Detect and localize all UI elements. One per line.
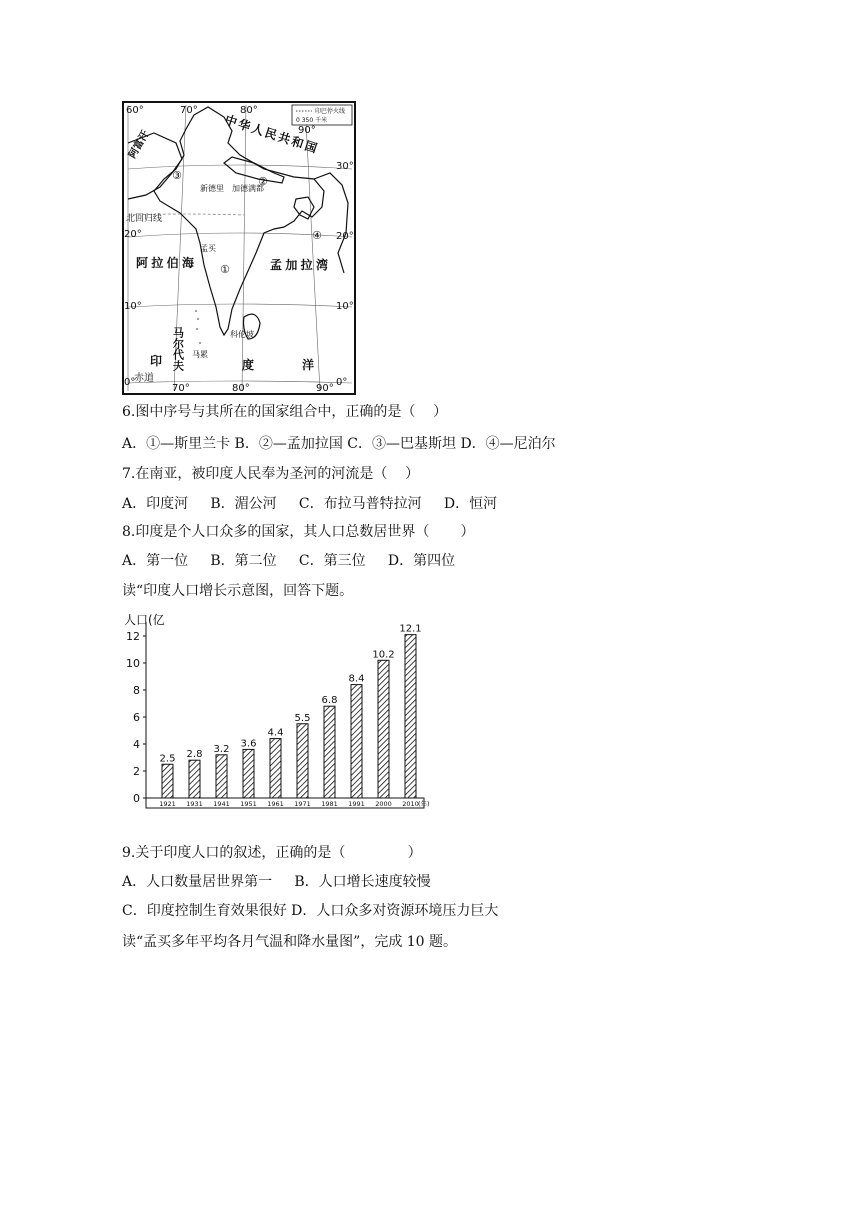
x-tick-label: 1921 [159,800,176,808]
q6-options: A．①—斯里兰卡 B．②—孟加拉国 C．③—巴基斯坦 D．④—尼泊尔 [122,436,556,452]
marker-3: ③ [172,169,182,182]
lon-label-70-bottom: 70° [172,383,190,393]
x-tick-label: 2000 [375,800,392,808]
bar-value-label: 8.4 [348,673,365,685]
q8-options: A．第一位 B．第二位 C．第三位 D．第四位 [122,553,456,569]
y-tick-label: 0 [133,792,140,805]
q7-stem: 7.在南亚，被印度人民奉为圣河的河流是（ ） [122,466,420,482]
legend-ceasefire-label: 印巴停火线 [315,108,346,115]
population-chart-svg [122,608,442,816]
q6-stem: 6.图中序号与其所在的国家组合中，正确的是（ ） [122,404,448,420]
indian-ocean-label-1: 印 [150,354,163,368]
south-asia-map [122,101,356,395]
bar-value-label: 4.4 [267,727,284,739]
lat-label-0-left: 0° [124,377,136,388]
bar-value-label: 5.5 [294,712,311,724]
tropic-label: 北回归线 [126,214,163,224]
bar-value-label: 12.1 [399,623,422,635]
parallel-10 [128,304,352,307]
x-tick-label: 1931 [186,800,203,808]
equator-label: 赤道 [134,373,154,384]
meridian-90 [306,123,320,391]
y-tick-label: 10 [126,657,140,670]
indian-ocean-label-2: 度 [242,358,255,372]
lon-label-90-bottom: 90° [316,383,334,393]
mumbai-label: 孟买 [200,244,216,253]
q9-options-ab: A．人口数量居世界第一 B．人口增长速度较慢 [122,874,431,890]
bar-value-label: 3.2 [213,743,230,755]
indian-ocean-label-3: 洋 [302,358,315,372]
kathmandu-label: 加德满都 [232,184,264,193]
afghanistan-label: 阿富汗 [127,129,152,161]
x-tick-label: 1941 [213,800,230,808]
population-bar [297,724,308,798]
x-tick-label: 1961 [267,800,284,808]
maldives-label: 马尔代夫 [171,327,185,371]
q9-options-cd: C．印度控制生育效果很好 D．人口众多对资源环境压力巨大 [122,903,499,919]
lat-label-20-left: 20° [124,229,142,240]
lon-label-90-top: 90° [298,125,316,136]
marker-4: ④ [312,229,322,242]
bar-value-label: 2.8 [186,749,203,761]
meridian-80 [242,105,246,391]
china-label: 中华人民共和国 [223,112,319,156]
population-chart [122,608,442,816]
bay-of-bengal-label: 孟加拉湾 [270,258,328,272]
y-tick-label: 2 [133,765,140,778]
lon-label-80-top: 80° [240,105,258,116]
lat-label-20-right: 20° [336,231,354,242]
y-tick-label: 8 [133,684,140,697]
lon-label-80-bottom: 80° [232,383,250,393]
q9-stem: 9.关于印度人口的叙述，正确的是（ ） [122,845,422,861]
lat-label-0-right: 0° [336,377,348,388]
lon-label-60: 60° [126,105,144,116]
arabian-sea-label: 阿拉伯海 [136,256,194,270]
x-tick-label: 1951 [240,800,257,808]
population-bar [189,760,200,798]
y-tick-label: 6 [133,711,140,724]
q8-stem: 8.印度是个人口众多的国家，其人口总数居世界（ ） [122,524,475,540]
legend-scale-label: 0 350 千米 [296,117,328,124]
y-tick-label: 12 [126,630,140,643]
marker-2: ② [258,175,268,188]
population-bar [243,749,254,798]
male-label: 马累 [192,350,208,359]
y-tick-label: 4 [133,738,140,751]
x-tick-label: 2010 [402,800,419,808]
x-tick-label: 1991 [348,800,365,808]
bar-value-label: 10.2 [372,649,395,661]
new-delhi-label: 新德里 [200,184,224,193]
nepal-outline [224,157,284,183]
x-tick-label: 1981 [321,800,338,808]
population-bar [270,739,281,798]
chart-y-axis-title: 人口(亿 [124,613,165,627]
lon-label-70-top: 70° [180,105,198,116]
population-bar [351,685,362,798]
bar-value-label: 3.6 [240,738,257,750]
map-svg [124,103,354,393]
lat-label-30: 30° [336,161,354,172]
lat-label-10-left: 10° [124,301,142,312]
population-bar [162,764,173,798]
bar-value-label: 6.8 [321,695,338,707]
population-bar [324,706,335,798]
parallel-30 [128,165,352,169]
population-bar [405,635,416,798]
lat-label-10-right: 10° [336,301,354,312]
reading-prompt-mumbai-climate: 读“孟买多年平均各月气温和降水量图”，完成 10 题。 [122,934,458,950]
reading-prompt-population: 读“印度人口增长示意图，回答下题。 [122,583,354,599]
marker-1: ① [220,263,230,276]
x-tick-label: 1971 [294,800,311,808]
colombo-label: 科伦坡 [230,330,254,339]
population-bar [216,755,227,798]
x-axis-unit-label: (年) [418,800,430,808]
bar-value-label: 2.5 [159,753,176,765]
population-bar [378,660,389,798]
q7-options: A．印度河 B．湄公河 C．布拉马普特拉河 D．恒河 [122,496,498,512]
